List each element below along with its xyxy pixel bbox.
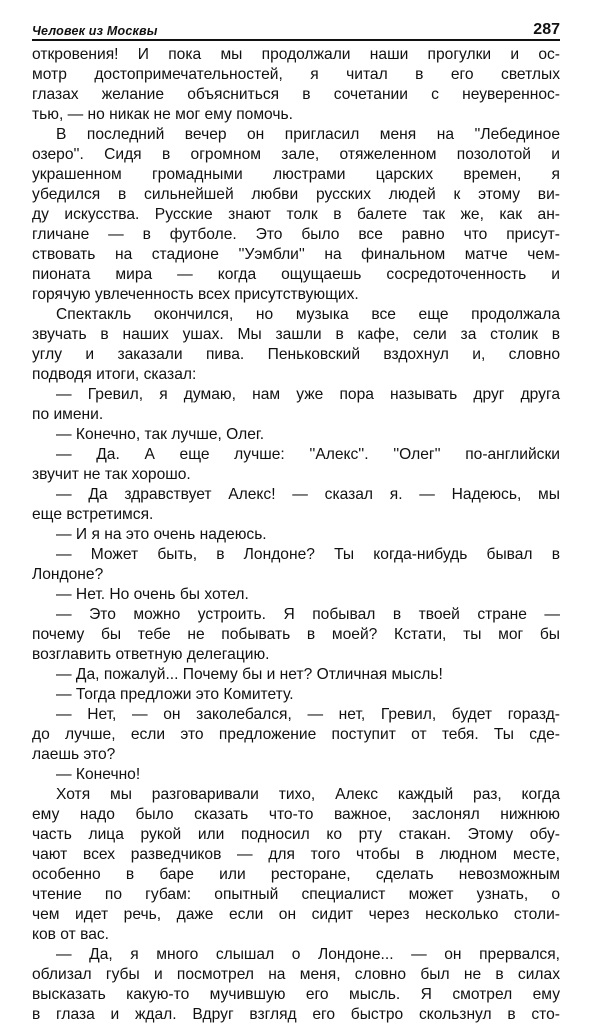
- text-line: особенно в баре или ресторане, сделать невозможным: [32, 866, 560, 883]
- text-line: звучит не так хорошо.: [32, 466, 191, 483]
- text-line: — Да. А еще лучше: ''Алекс''. ''Олег'' по-английски: [56, 446, 560, 463]
- page-number: 287: [533, 21, 560, 38]
- text-line: звучать в наших ушах. Мы зашли в кафе, сели за столик в: [32, 326, 560, 343]
- text-line: тью, — но никак не мог ему помочь.: [32, 106, 293, 123]
- text-line: — Гревил, я думаю, нам уже пора называть друг друга: [56, 386, 560, 403]
- text-line: в глаза и ждал. Вдруг взгляд его быстро скользнул в сто-: [32, 1006, 560, 1023]
- text-line: чтение по губам: опытный специалист может узнать, о: [32, 886, 560, 903]
- text-line: горячую увлеченность всех присутствующих.: [32, 286, 359, 303]
- body-text: [32, 45, 560, 1025]
- text-line: облизал губы и посмотрел на меня, словно был не в силах: [32, 966, 560, 983]
- text-line: ду искусства. Русские знают толк в балете так же, как ан-: [32, 206, 560, 223]
- text-line: — Нет. Но очень бы хотел.: [56, 586, 249, 603]
- text-line: углу и заказали пива. Пеньковский вздохнул и, словно: [32, 346, 560, 363]
- running-title: Человек из Москвы: [32, 24, 158, 38]
- text-line: — Конечно, так лучше, Олег.: [56, 426, 265, 443]
- text-line: озеро''. Сидя в огромном зале, отяжеленном позолотой и: [32, 146, 560, 163]
- text-line: — Да здравствует Алекс! — сказал я. — Надеюсь, мы: [56, 486, 560, 503]
- text-line: мотр достопримечательностей, я читал в его светлых: [32, 66, 560, 83]
- text-line: по имени.: [32, 406, 104, 423]
- text-line: Спектакль окончился, но музыка все еще продолжала: [56, 306, 560, 323]
- text-line: — Да, пожалуй... Почему бы и нет? Отличная мысль!: [56, 666, 443, 683]
- text-line: — И я на это очень надеюсь.: [56, 526, 267, 543]
- text-line: гличане — в футболе. Это было все равно что присут-: [32, 226, 560, 243]
- text-line: — Да, я много слышал о Лондоне... — он прервался,: [56, 946, 560, 963]
- text-line: ему надо было сказать что-то важное, заслонял нижнюю: [32, 806, 560, 823]
- text-line: чем идет речь, даже если он сидит через несколько столи-: [32, 906, 560, 923]
- text-line: — Может быть, в Лондоне? Ты когда-нибудь бывал в: [56, 546, 560, 563]
- text-line: лаешь это?: [32, 746, 116, 763]
- text-line: ствовать на стадионе ''Уэмбли'' на финальном матче чем-: [32, 246, 560, 263]
- text-line: — Конечно!: [56, 766, 141, 783]
- text-line: — Тогда предложи это Комитету.: [56, 686, 294, 703]
- text-line: пионата мира — когда ощущаешь сосредоточенность и: [32, 266, 560, 283]
- page-header: [32, 16, 560, 41]
- book-page: [32, 16, 560, 1025]
- text-line: высказать какую-то мучившую его мысль. Я смотрел ему: [32, 986, 560, 1003]
- text-line: Хотя мы разговаривали тихо, Алекс каждый раз, когда: [56, 786, 560, 803]
- text-line: — Это можно устроить. Я побывал в твоей стране —: [56, 606, 560, 623]
- text-line: подводя итоги, сказал:: [32, 366, 197, 383]
- text-line: ков от вас.: [32, 926, 110, 943]
- text-line: Лондоне?: [32, 566, 104, 583]
- text-line: возглавить ответную делегацию.: [32, 646, 270, 663]
- text-line: В последний вечер он пригласил меня на ''Лебединое: [56, 126, 560, 143]
- text-line: украшенном громадными люстрами царских времен, я: [32, 166, 560, 183]
- text-line: откровения! И пока мы продолжали наши прогулки и ос-: [32, 46, 560, 63]
- text-line: еще встретимся.: [32, 506, 154, 523]
- text-line: часть лица рукой или подносил ко рту стакан. Этому обу-: [32, 826, 560, 843]
- text-line: до лучше, если это предложение поступит от тебя. Ты сде-: [32, 726, 560, 743]
- text-line: глазах желание объясниться в сочетании с неувереннос-: [32, 86, 560, 103]
- text-line: — Нет, — он заколебался, — нет, Гревил, будет горазд-: [56, 706, 560, 723]
- text-line: убедился в сильнейшей любви русских людей к этому ви-: [32, 186, 560, 203]
- text-line: почему бы тебе не побывать в моей? Кстати, ты мог бы: [32, 626, 560, 643]
- text-line: чают всех разведчиков — для того чтобы в людном месте,: [32, 846, 560, 863]
